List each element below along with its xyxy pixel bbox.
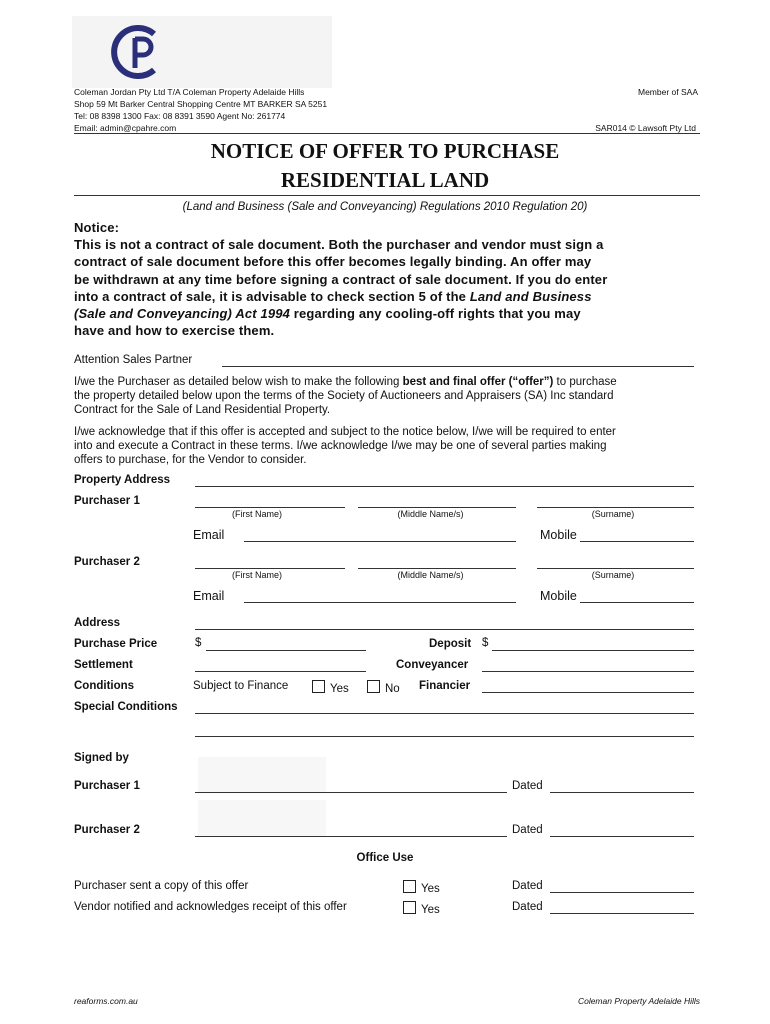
office-use-heading: Office Use [356,852,414,864]
ack-line: I/we acknowledge that if this offer is accepted and subject to the notice below, I/we will be required to enter [74,426,616,438]
office-row2-yes-option[interactable] [403,901,440,916]
purchaser1-middle-name-field[interactable] [358,507,516,508]
title-line2: RESIDENTIAL LAND [280,168,490,192]
offer-line: Contract for the Sale of Land Residential Property. [74,404,331,416]
notice-line: contract of sale document before this offer becomes legally binding. An offer may [74,254,592,270]
purchaser1-dated-label: Dated [512,780,543,792]
property-address-field[interactable] [195,486,694,487]
signed-purchaser1-label: Purchaser 1 [74,780,140,792]
property-address-label: Property Address [74,474,171,486]
agency-line: Tel: 08 8398 1300 Fax: 08 8391 3590 Agent No: 261774 [74,111,286,121]
office-row1-checkbox[interactable] [403,880,416,893]
conveyancer-label: Conveyancer [396,659,469,671]
first-name-caption: (First Name) [232,509,282,519]
purchaser2-dated-field[interactable] [550,836,694,837]
offer-emphasis: best and final offer (“offer”) [402,376,554,388]
conveyancer-field[interactable] [482,671,694,672]
purchaser2-first-name-field[interactable] [195,568,345,569]
notice-line [74,305,714,322]
footer-left: reaforms.com.au [74,996,138,1006]
office-row1-yes-option[interactable] [403,880,440,895]
purchaser1-signature-line[interactable] [195,792,507,793]
purchaser1-signature-area[interactable] [198,757,326,793]
title-divider [74,195,700,196]
purchaser2-middle-name-field[interactable] [358,568,516,569]
notice-line: be withdrawn at any time before signing a contract of sale document. If you do enter [74,271,608,287]
title-line1: NOTICE OF OFFER TO PURCHASE [210,139,560,163]
offer-line [74,375,704,389]
agency-line: Coleman Jordan Pty Ltd T/A Coleman Property Adelaide Hills [74,87,305,97]
purchaser2-dated-label: Dated [512,824,543,836]
first-name-caption: (First Name) [232,570,282,580]
purchaser1-mobile-field[interactable] [580,541,694,542]
purchaser2-mobile-field[interactable] [580,602,694,603]
settlement-field[interactable] [195,671,366,672]
middle-names-caption: (Middle Name/s) [397,570,464,580]
notice-act-name: Land and Business [469,288,592,304]
header-divider [74,133,700,134]
deposit-dollar-sign: $ [482,637,489,649]
special-conditions-label: Special Conditions [74,701,178,713]
purchaser2-signature-area[interactable] [198,800,326,836]
purchaser1-email-field[interactable] [244,541,516,542]
financier-label: Financier [419,680,471,692]
purchaser1-mobile-label: Mobile [540,528,577,542]
purchaser2-email-field[interactable] [244,602,516,603]
agency-line: Email: admin@cpahre.com [74,123,177,133]
address-label: Address [74,617,121,629]
notice-line [74,288,714,305]
office-row1-dated-field[interactable] [550,892,694,893]
regulation-text: (Land and Business (Sale and Conveyancing) Regulations 2010 Regulation 20) [182,201,588,213]
subject-to-finance-label: Subject to Finance [193,680,289,692]
agency-line: Shop 59 Mt Barker Central Shopping Centre MT BARKER SA 5251 [74,99,328,109]
purchaser1-surname-field[interactable] [537,507,694,508]
yes-label: Yes [421,904,440,916]
purchaser2-signature-line[interactable] [195,836,507,837]
finance-yes-option[interactable] [312,680,349,695]
surname-caption: (Surname) [591,509,635,519]
finance-no-checkbox[interactable] [367,680,380,693]
acknowledge-paragraph [74,425,704,467]
finance-yes-checkbox[interactable] [312,680,325,693]
purchaser1-first-name-field[interactable] [195,507,345,508]
purchaser2-email-label: Email [193,589,225,603]
special-conditions-field-1[interactable] [195,713,694,714]
purchaser1-email-label: Email [193,528,225,542]
attention-label: Attention Sales Partner [74,354,193,366]
office-row1-label: Purchaser sent a copy of this offer [74,880,249,892]
agency-details [74,86,327,134]
notice-text: into a contract of sale, it is advisable to check section 5 of the [74,288,470,304]
notice-text: regarding any cooling-off rights that you may [290,306,581,322]
notice-act-name: (Sale and Conveyancing) Act 1994 [74,306,290,322]
middle-names-caption: (Middle Name/s) [397,509,464,519]
office-row2-label: Vendor notified and acknowledges receipt of this offer [74,901,347,913]
address-field[interactable] [195,629,694,630]
surname-caption: (Surname) [591,570,635,580]
deposit-field[interactable] [492,650,694,651]
finance-no-option[interactable] [367,680,400,695]
notice-heading: Notice: [74,220,120,235]
office-row2-dated-field[interactable] [550,913,694,914]
settlement-label: Settlement [74,659,133,671]
signed-by-heading: Signed by [74,752,129,764]
yes-label: Yes [421,883,440,895]
purchaser2-surname-field[interactable] [537,568,694,569]
office-row2-dated-label: Dated [512,901,543,913]
no-label: No [385,683,400,695]
cp-logo [110,22,170,82]
purchase-price-label: Purchase Price [74,638,158,650]
offer-line: the property detailed below upon the terms of the Society of Auctioneers and Appraisers (SA) Inc standard [74,390,614,402]
purchaser2-mobile-label: Mobile [540,589,577,603]
financier-field[interactable] [482,692,694,693]
notice-line: This is not a contract of sale document. Both the purchaser and vendor must sign a [74,237,604,253]
yes-label: Yes [330,683,349,695]
attention-field[interactable] [222,366,694,367]
purchase-price-field[interactable] [206,650,366,651]
notice-block [74,219,714,339]
offer-paragraph [74,375,704,417]
signed-purchaser2-label: Purchaser 2 [74,824,140,836]
footer-right: Coleman Property Adelaide Hills [577,996,700,1006]
special-conditions-field-2[interactable] [195,736,694,737]
notice-line: have and how to exercise them. [74,323,275,339]
office-row2-checkbox[interactable] [403,901,416,914]
offer-text: to purchase [553,376,617,388]
form-code: SAR014 © Lawsoft Pty Ltd [595,123,696,133]
office-row1-dated-label: Dated [512,880,543,892]
ack-line: offers to purchase, for the Vendor to consider. [74,454,307,466]
offer-text: I/we the Purchaser as detailed below wish to make the following [74,376,403,388]
purchaser2-label: Purchaser 2 [74,556,140,568]
purchaser1-dated-field[interactable] [550,792,694,793]
deposit-label: Deposit [429,638,472,650]
conditions-label: Conditions [74,680,135,692]
ack-line: into and execute a Contract in these terms. I/we acknowledge I/we may be one of several parties making [74,440,607,452]
price-dollar-sign: $ [195,637,202,649]
purchaser1-label: Purchaser 1 [74,495,140,507]
member-text: Member of SAA [638,87,698,97]
